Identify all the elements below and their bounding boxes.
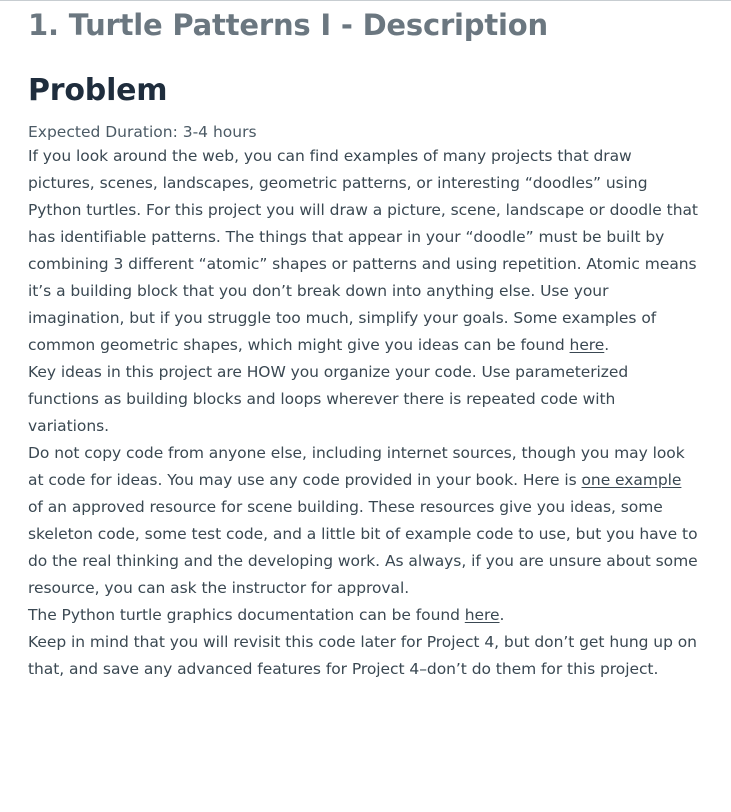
turtle-docs-link[interactable]: here	[464, 606, 500, 624]
copying-policy-text-before: Do not copy code from anyone else, including internet sources, though you may look at code for ideas. You may use any code provided in your book. Here is	[28, 444, 685, 489]
key-ideas-paragraph: Key ideas in this project are HOW you organize your code. Use parameterized functions as building blocks and loops wherever there is repeated code with variations.	[28, 363, 629, 435]
documentation-paragraph	[28, 602, 698, 629]
copying-policy-text-after: of an approved resource for scene building. These resources give you ideas, some skeleton code, some test code, and a little bit of example code to use, but you have to do the real thinking and the developing work. As always, if you are unsure about some resource, you can ask the instructor for approval.	[28, 498, 698, 597]
one-example-link[interactable]: one example	[581, 471, 682, 489]
description-content	[28, 6, 698, 683]
project4-note-paragraph: Keep in mind that you will revisit this code later for Project 4, but don’t get hung up on that, and save any advanced features for Project 4–don’t do them for this project.	[28, 633, 697, 678]
intro-paragraph	[28, 143, 698, 359]
copying-policy-paragraph	[28, 440, 698, 602]
page-title: 1. Turtle Patterns I - Description	[28, 8, 548, 42]
top-divider	[0, 0, 731, 1]
problem-heading: Problem	[28, 73, 168, 108]
intro-paragraph-text: If you look around the web, you can find examples of many projects that draw pictures, scenes, landscapes, geometric patterns, or interesting “doodles” using Python turtles. For this project you will draw a picture, scene, landscape or doodle that has identifiable patterns. The things that appear in your “doodle” must be built by combining 3 different “atomic” shapes or patterns and using repetition. Atomic means it’s a building block that you don’t break down into anything else. Use your imagination, but if you struggle too much, simplify your goals. Some examples of common geometric shapes, which might give you ideas can be found	[28, 147, 698, 354]
documentation-end: .	[499, 606, 505, 624]
documentation-text: The Python turtle graphics documentation can be found	[28, 606, 465, 624]
intro-paragraph-end: .	[604, 336, 610, 354]
geometric-shapes-link[interactable]: here	[569, 336, 605, 354]
expected-duration: Expected Duration: 3-4 hours	[28, 123, 257, 141]
